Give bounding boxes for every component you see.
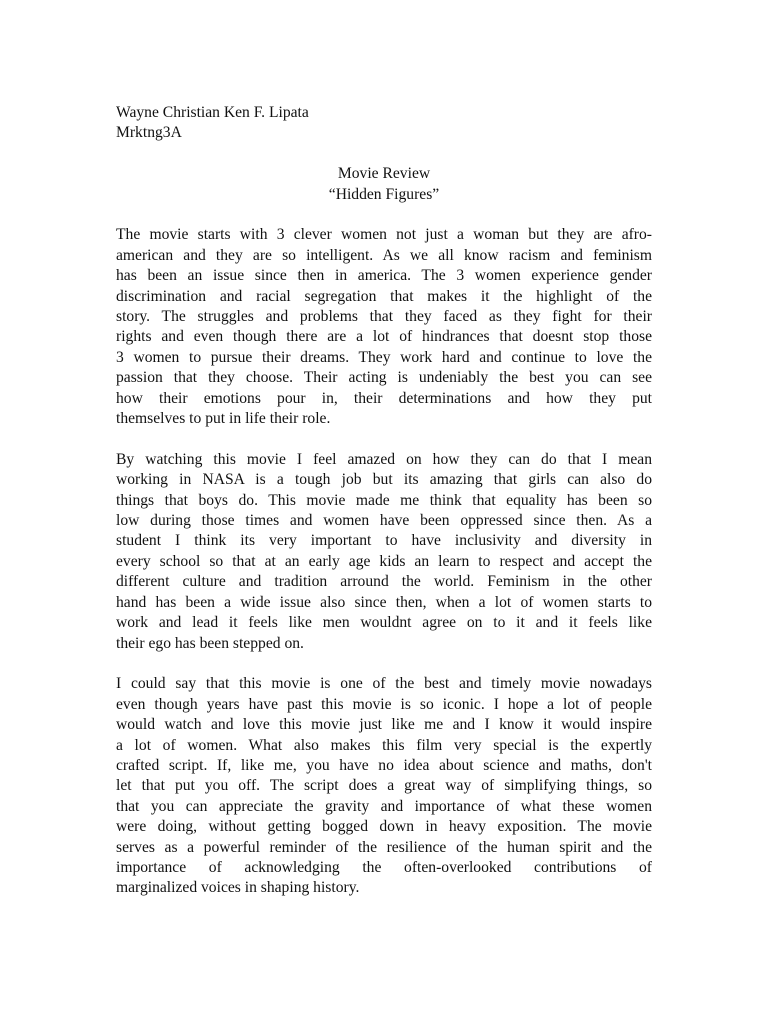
paragraph-line: that you can appreciate the gravity and importance of what these women bbox=[116, 797, 652, 815]
paragraph-line: how their emotions pour in, their determinations and how they put bbox=[116, 389, 652, 407]
paragraph-line: working in NASA is a tough job but its amazing that girls can also do bbox=[116, 471, 652, 489]
document-title bbox=[116, 164, 652, 205]
title-line-movie-review: Movie Review bbox=[337, 165, 431, 183]
paragraph-line: has been an issue since then in america. The 3 women experience gender bbox=[116, 267, 652, 285]
paragraph-line: hand has been a wide issue also since then, when a lot of women starts to bbox=[116, 593, 652, 611]
paragraph-line: importance of acknowledging the often-overlooked contributions of bbox=[116, 858, 652, 876]
paragraph-line: things that boys do. This movie made me think that equality has been so bbox=[116, 491, 652, 509]
paragraph bbox=[116, 674, 652, 898]
paragraph-line: rights and even though there are a lot of hindrances that doesnt stop those bbox=[116, 328, 652, 346]
paragraph-line: marginalized voices in shaping history. bbox=[116, 879, 360, 897]
paragraph-line: themselves to put in life their role. bbox=[116, 410, 331, 428]
paragraph bbox=[116, 225, 652, 429]
paragraph-line: every school so that at an early age kids an learn to respect and accept the bbox=[116, 552, 652, 570]
paragraph-line: american and they are so intelligent. As we all know racism and feminism bbox=[116, 246, 652, 264]
paragraph bbox=[116, 450, 652, 654]
document-header bbox=[116, 103, 652, 144]
paragraph-line: would watch and love this movie just like me and I know it would inspire bbox=[116, 716, 652, 734]
paragraph-line: serves as a powerful reminder of the resilience of the human spirit and the bbox=[116, 838, 652, 856]
paragraph-line: 3 women to pursue their dreams. They work hard and continue to love the bbox=[116, 348, 652, 366]
paragraph-line: a lot of women. What also makes this film very special is the expertly bbox=[116, 736, 652, 754]
paragraph-line: The movie starts with 3 clever women not just a woman but they are afro- bbox=[116, 226, 652, 244]
paragraph-line: student I think its very important to have inclusivity and diversity in bbox=[116, 532, 652, 550]
essay-body bbox=[116, 225, 652, 898]
paragraph-line: crafted script. If, like me, you have no idea about science and maths, don't bbox=[116, 756, 652, 774]
paragraph-line: were doing, without getting bogged down in heavy exposition. The movie bbox=[116, 818, 652, 836]
paragraph-line: let that put you off. The script does a great way of simplifying things, so bbox=[116, 777, 652, 795]
title-line-hidden-figures: “Hidden Figures” bbox=[328, 185, 440, 203]
paragraph-line: even though years have past this movie is so iconic. I hope a lot of people bbox=[116, 695, 652, 713]
paragraph-line: low during those times and women have been oppressed since then. As a bbox=[116, 512, 652, 530]
paragraph-line: discrimination and racial segregation that makes it the highlight of the bbox=[116, 287, 652, 305]
paragraph-line: story. The struggles and problems that they faced as they fight for their bbox=[116, 308, 652, 326]
paragraph-line: work and lead it feels like men wouldnt agree on to it and it feels like bbox=[116, 614, 652, 632]
paragraph-line: different culture and tradition arround the world. Feminism in the other bbox=[116, 573, 652, 591]
course-code: Mrktng3A bbox=[116, 124, 182, 142]
paragraph-line: I could say that this movie is one of the best and timely movie nowadays bbox=[116, 675, 652, 693]
paragraph-line: their ego has been stepped on. bbox=[116, 634, 304, 652]
paragraph-line: By watching this movie I feel amazed on how they can do that I mean bbox=[116, 450, 652, 468]
paragraph-line: passion that they choose. Their acting is undeniably the best you can see bbox=[116, 369, 652, 387]
author-name: Wayne Christian Ken F. Lipata bbox=[116, 104, 309, 121]
